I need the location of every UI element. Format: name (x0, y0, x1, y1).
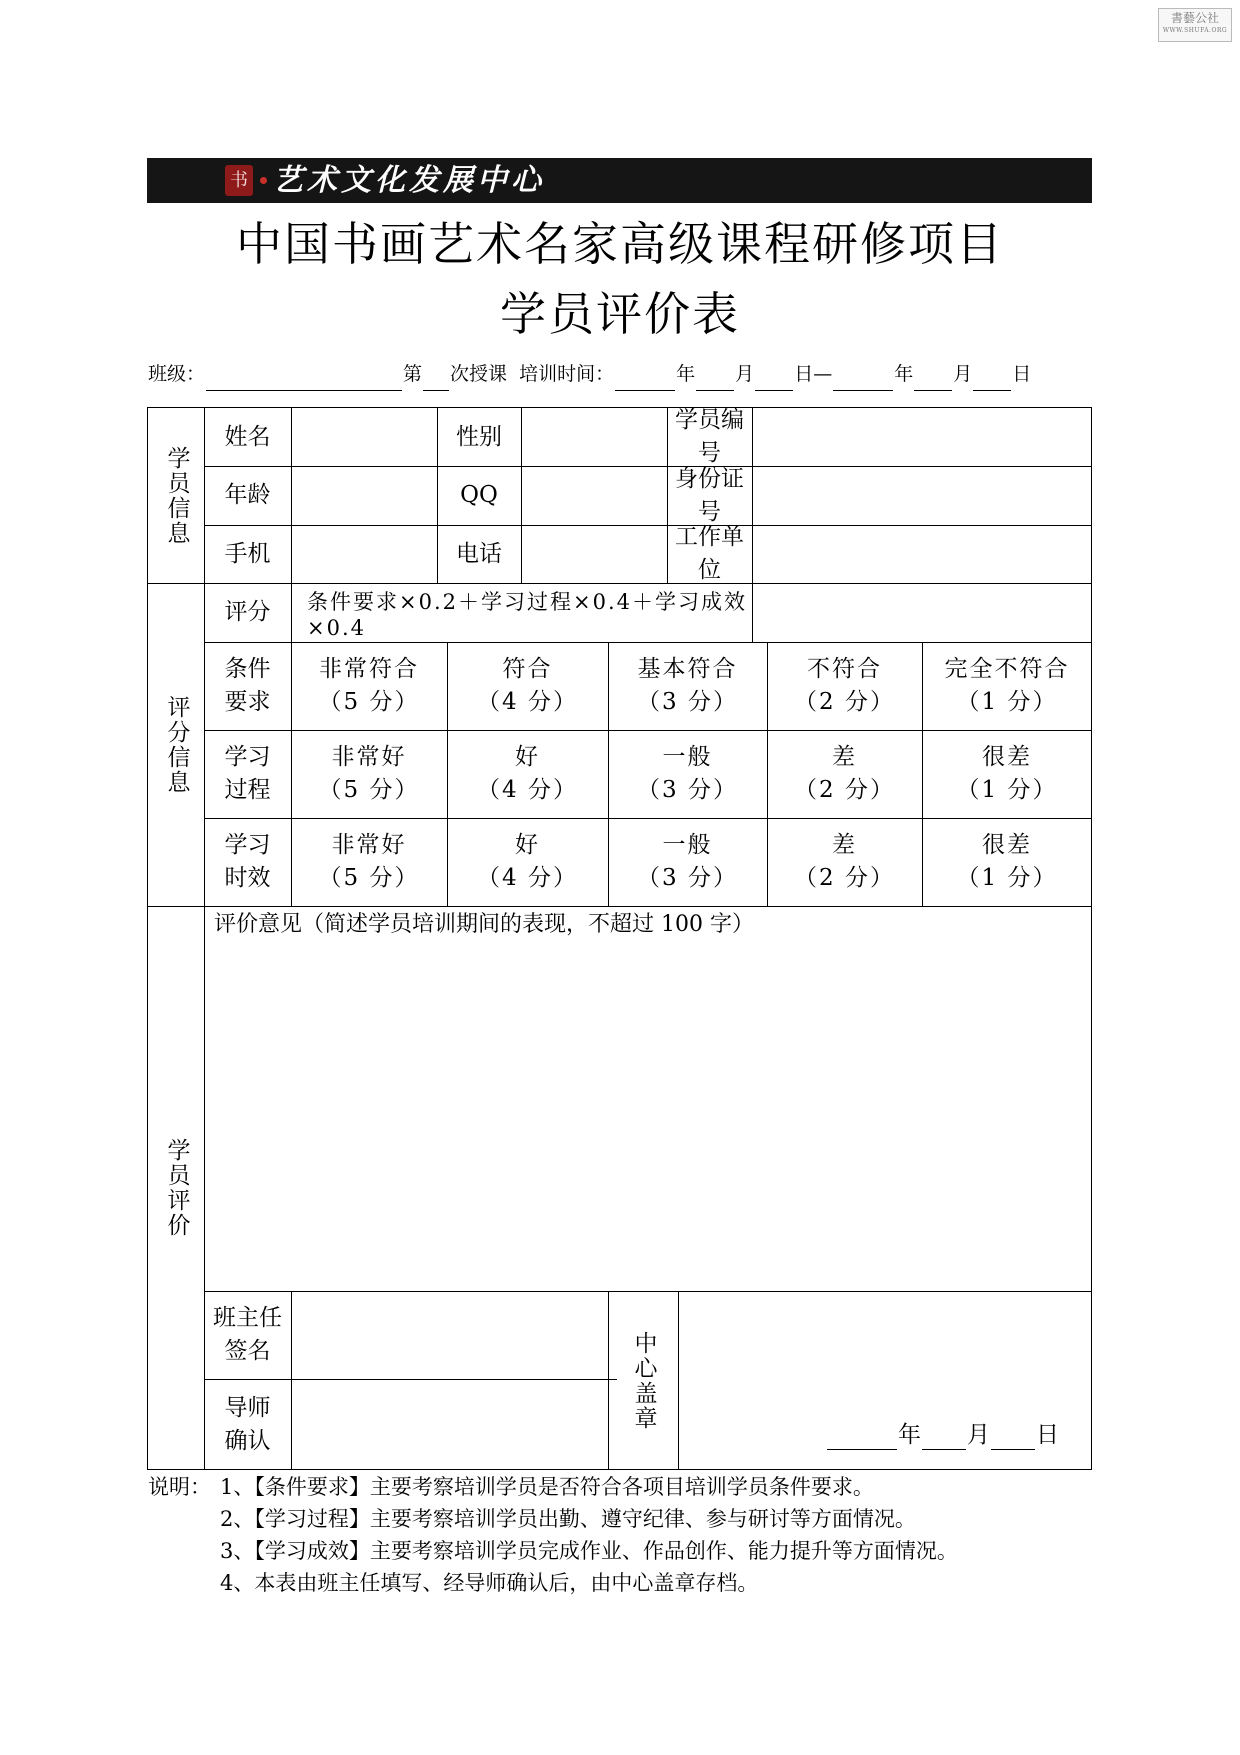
score-option-points: （5 分） (318, 777, 420, 803)
qq-label: QQ (460, 482, 498, 508)
opinion-text-area[interactable] (204, 948, 1092, 1291)
header-banner (147, 158, 1092, 203)
criteria-label: 学习 过程 (224, 744, 271, 803)
center-seal-label: 中心盖章 (630, 1330, 657, 1431)
score-option[interactable] (922, 818, 1092, 906)
tel-label: 电话 (456, 540, 502, 567)
training-time-label: 培训时间： (519, 363, 615, 385)
phone-label: 手机 (224, 540, 271, 567)
session-number-field[interactable] (423, 368, 449, 391)
score-option-text: 符合 (502, 656, 553, 682)
age-field[interactable] (291, 466, 437, 525)
score-option[interactable] (922, 642, 1092, 730)
score-option-points: （2 分） (794, 689, 895, 715)
seal-day-field[interactable] (991, 1427, 1035, 1450)
note-item: 3、【学习成效】主要考察培训学员完成作业、作品创作、能力提升等方面情况。 (220, 1539, 958, 1563)
page-title: 中国书画艺术名家高级课程研修项目 (236, 217, 1004, 271)
age-label: 年龄 (224, 482, 271, 508)
seal-year-field[interactable] (827, 1427, 897, 1450)
workplace-field[interactable] (752, 525, 1092, 583)
student-no-field[interactable] (752, 408, 1092, 466)
score-option-text: 一般 (662, 832, 713, 858)
center-seal-area[interactable] (678, 1291, 1092, 1421)
student-no-label: 学员编号 (675, 407, 744, 466)
watermark-url: WWW.SHUFA.ORG (1162, 27, 1228, 34)
criteria-label: 条件 要求 (224, 656, 271, 715)
student-info-section-label: 学员信息 (163, 445, 190, 546)
end-day-field[interactable] (973, 368, 1011, 391)
score-option-text: 一般 (662, 744, 713, 770)
score-option[interactable] (608, 642, 767, 730)
score-option-points: （3 分） (637, 689, 738, 715)
score-option-text: 基本符合 (637, 656, 738, 682)
page-subtitle: 学员评价表 (500, 287, 740, 341)
qq-field[interactable] (521, 466, 667, 525)
score-option[interactable] (767, 642, 922, 730)
watermark-title: 書藝公社 (1170, 11, 1219, 25)
score-option-text: 非常好 (331, 744, 407, 770)
score-option[interactable] (767, 730, 922, 818)
end-month-field[interactable] (914, 368, 952, 391)
score-option[interactable] (608, 730, 767, 818)
score-option-text: 差 (832, 832, 857, 858)
score-option-points: （1 分） (956, 865, 1058, 891)
criteria-label: 学习 时效 (224, 832, 271, 891)
score-option[interactable] (447, 730, 608, 818)
score-option-text: 好 (515, 744, 540, 770)
score-option-text: 差 (832, 744, 857, 770)
score-option-text: 不符合 (807, 656, 882, 682)
score-option-points: （5 分） (318, 865, 420, 891)
score-option-points: （3 分） (637, 777, 738, 803)
start-day-field[interactable] (755, 368, 793, 391)
score-option-points: （3 分） (637, 865, 738, 891)
score-option[interactable] (291, 818, 447, 906)
score-option[interactable] (608, 818, 767, 906)
score-option-points: （1 分） (956, 777, 1058, 803)
note-item: 4、本表由班主任填写、经导师确认后，由中心盖章存档。 (220, 1571, 759, 1595)
score-option-points: （1 分） (956, 689, 1058, 715)
name-label: 姓名 (224, 423, 271, 450)
score-option[interactable] (291, 642, 447, 730)
notes-list (220, 1471, 1100, 1599)
score-option[interactable] (922, 730, 1092, 818)
tel-field[interactable] (521, 525, 667, 583)
score-option-text: 非常好 (331, 832, 407, 858)
class-label: 班级： (148, 363, 206, 385)
seal-dot-icon (260, 177, 267, 184)
seal-date: 年 月 日 (826, 1420, 1059, 1450)
workplace-label: 工作单位 (675, 524, 744, 583)
student-evaluation-section-label: 学员评价 (163, 1138, 190, 1238)
score-option-text: 非常符合 (319, 656, 419, 682)
opinion-label: 评价意见（简述学员培训期间的表现，不超过 100 字） (214, 912, 754, 937)
red-seal-logo: 书 (225, 165, 253, 196)
notes-prefix: 说明： (148, 1475, 211, 1499)
note-item: 1、【条件要求】主要考察培训学员是否符合各项目培训学员条件要求。 (220, 1475, 874, 1499)
id-no-field[interactable] (752, 466, 1092, 525)
phone-field[interactable] (291, 525, 437, 583)
class-field[interactable] (206, 368, 402, 391)
score-option-text: 很差 (982, 832, 1032, 858)
score-option-text: 完全不符合 (944, 656, 1070, 682)
tutor-confirm-field[interactable] (291, 1379, 608, 1470)
headteacher-sign-label: 班主任 签名 (213, 1305, 282, 1364)
score-option[interactable] (447, 642, 608, 730)
headteacher-sign-field[interactable] (291, 1291, 608, 1379)
score-option-points: （4 分） (477, 777, 578, 803)
score-label: 评分 (224, 599, 271, 625)
gender-field[interactable] (521, 408, 667, 466)
score-option[interactable] (291, 730, 447, 818)
score-info-section-label: 评分信息 (163, 694, 190, 795)
score-option-points: （4 分） (477, 865, 578, 891)
score-option-text: 很差 (982, 744, 1032, 770)
score-option-points: （4 分） (477, 689, 578, 715)
score-option-points: （2 分） (794, 865, 895, 891)
score-option-text: 好 (515, 832, 540, 858)
id-no-label: 身份证号 (675, 465, 744, 525)
gender-label: 性别 (456, 423, 502, 450)
end-year-field[interactable] (833, 368, 893, 391)
class-info-line: 班级： 第 次授课 培训时间： 年 月 日— 年 月 日 (148, 357, 1092, 391)
banner-title: 艺术文化发展中心 (273, 163, 545, 198)
score-option[interactable] (767, 818, 922, 906)
start-month-field[interactable] (696, 368, 734, 391)
start-year-field[interactable] (615, 368, 675, 391)
tutor-confirm-label: 导师 确认 (224, 1394, 271, 1454)
name-field[interactable] (291, 408, 437, 466)
total-score-field[interactable] (752, 583, 1092, 642)
site-watermark (1158, 8, 1232, 42)
score-option-points: （5 分） (318, 689, 420, 715)
score-option[interactable] (447, 818, 608, 906)
seal-month-field[interactable] (922, 1427, 966, 1450)
evaluation-form-table (147, 407, 1092, 1470)
score-formula: 条件要求×0.2＋学习过程×0.4＋学习成效×0.4 (307, 589, 747, 640)
note-item: 2、【学习过程】主要考察培训学员出勤、遵守纪律、参与研讨等方面情况。 (220, 1507, 916, 1531)
score-option-points: （2 分） (794, 777, 895, 803)
